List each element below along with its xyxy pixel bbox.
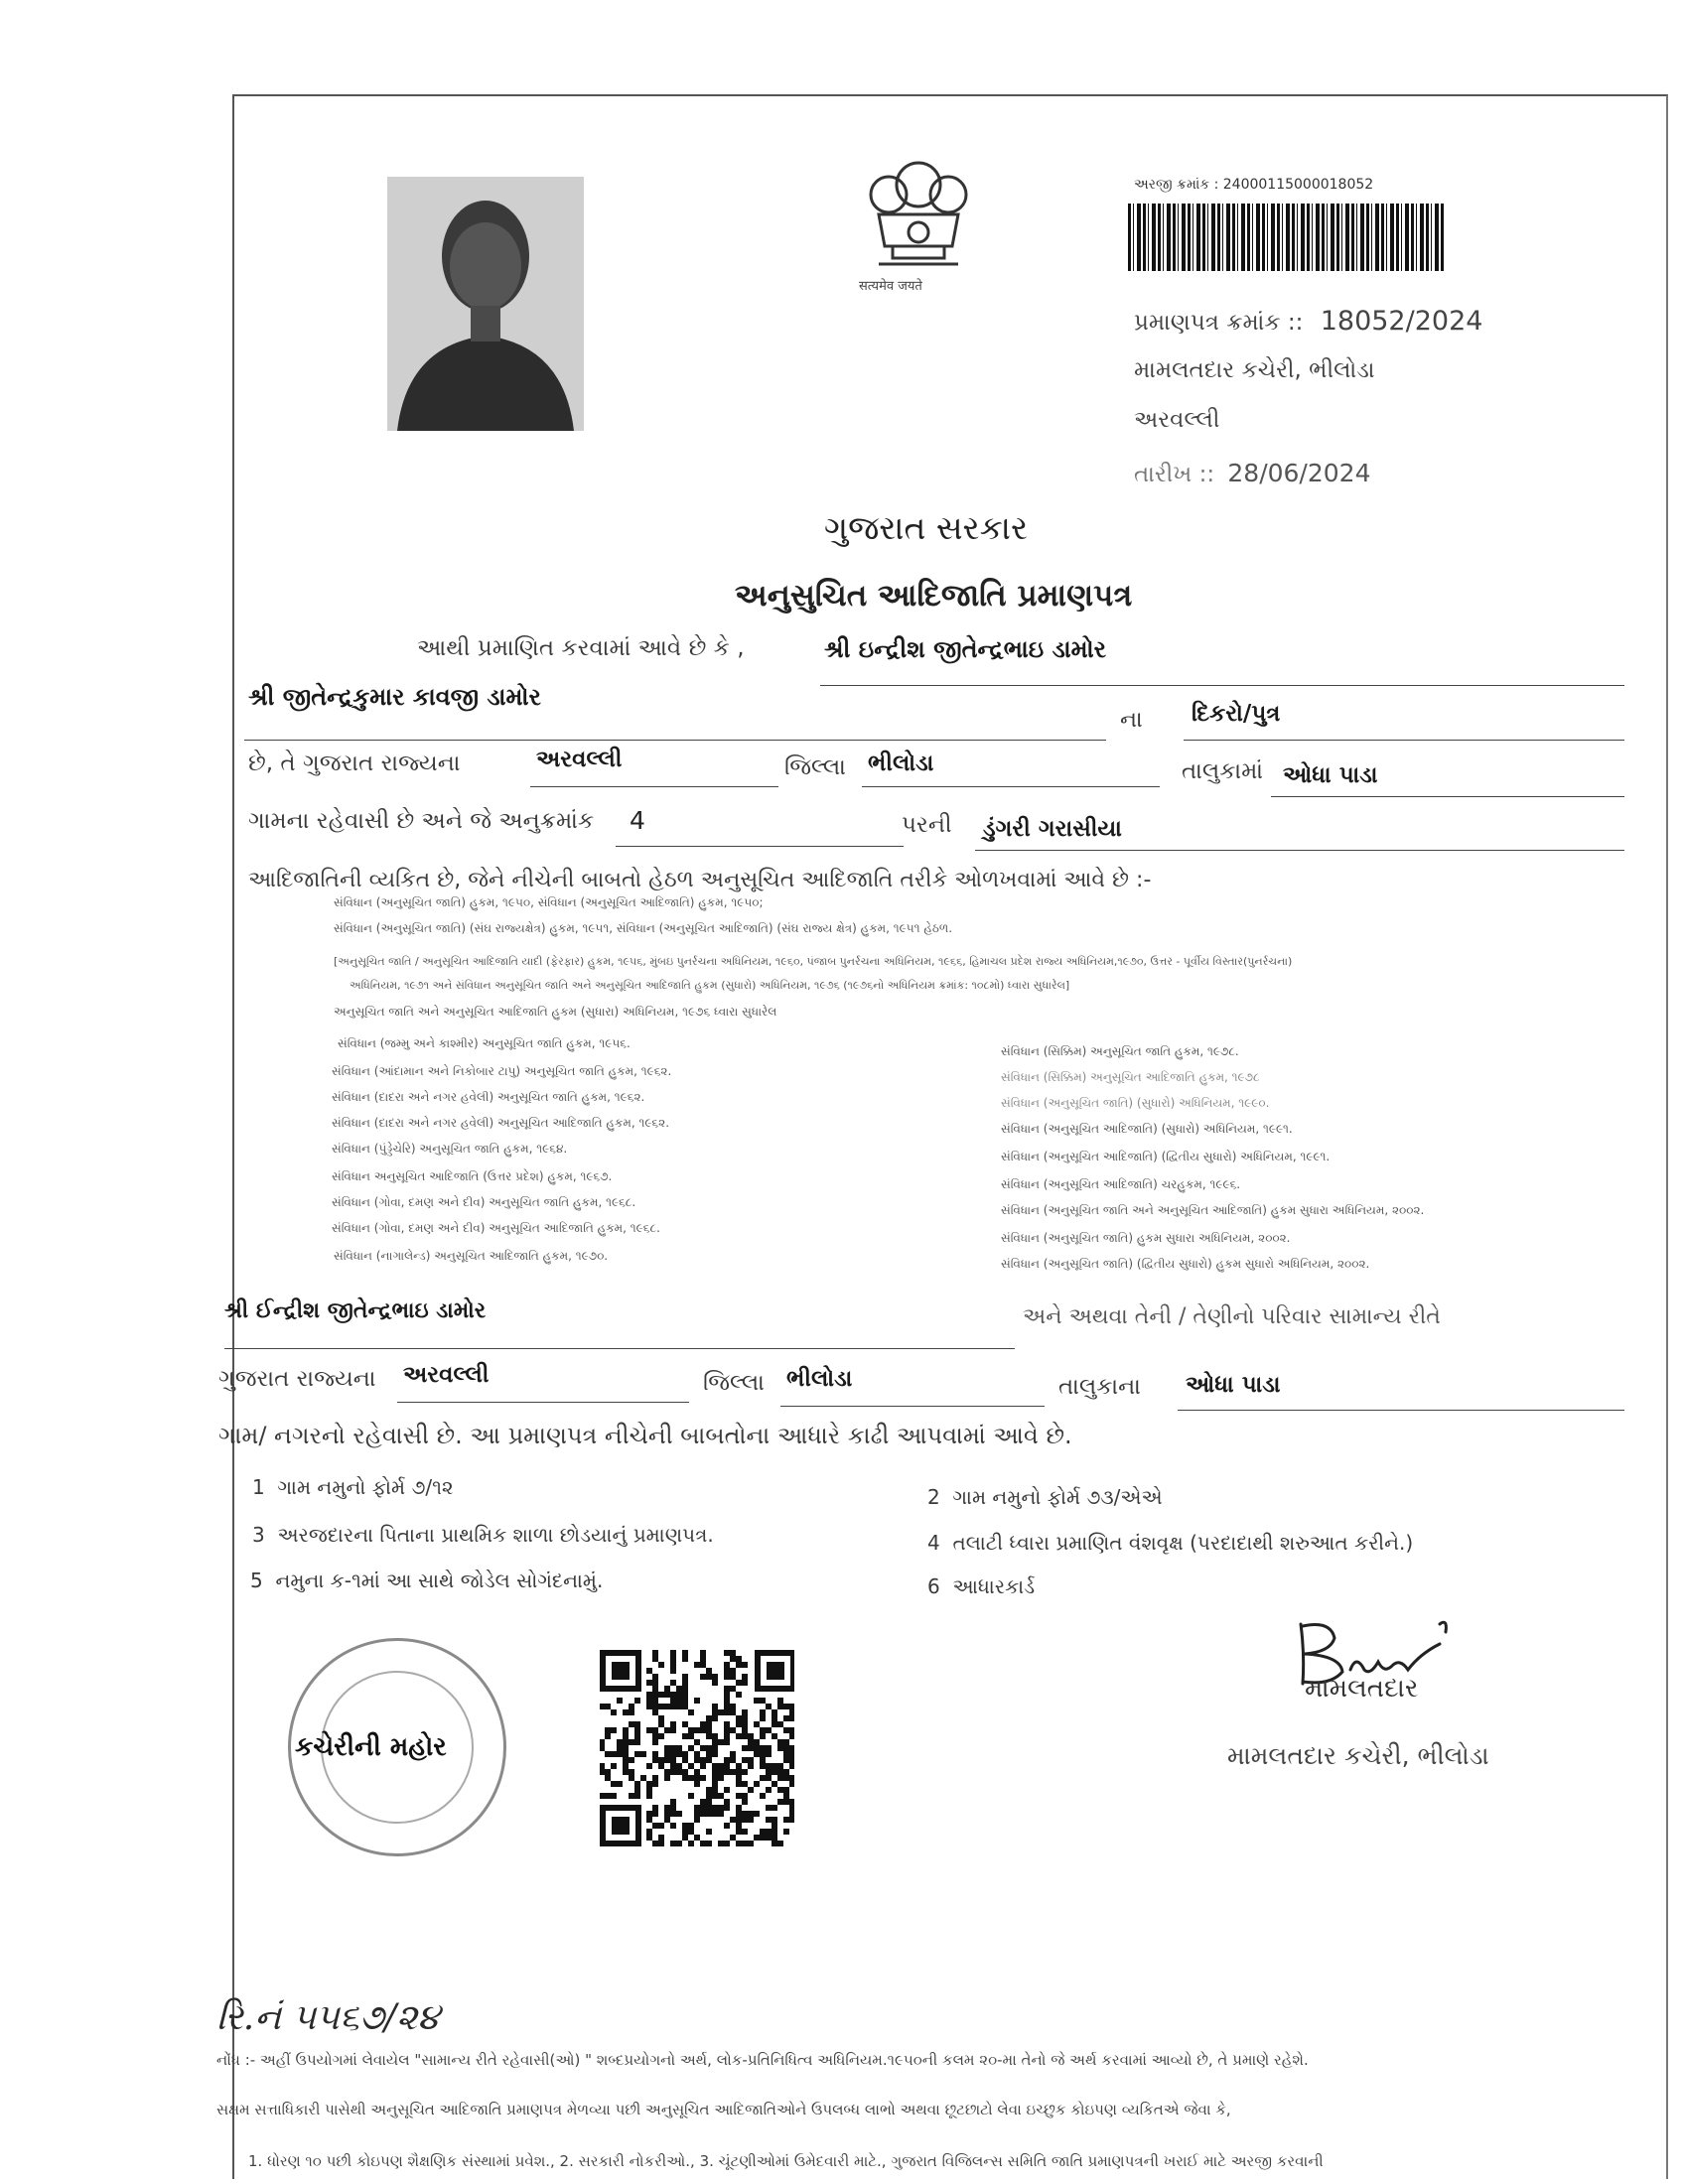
residence-district-label: જિલ્લા	[703, 1370, 765, 1396]
order-left: સંવિધાન (ગોવા, દમણ અને દીવ) અનુસૂચિત જાતિ હુકમ, ૧૯૬૮.	[332, 1195, 636, 1209]
issue-text: ગામ/ નગરનો રહેવાસી છે. આ પ્રમાણપત્ર નીચેની બાબતોના આધારે કાઢી આપવામાં આવે છે.	[218, 1422, 1072, 1449]
serial-underline	[616, 846, 904, 847]
qr-code	[600, 1650, 794, 1848]
order-right: સંવિધાન (અનુસૂચિત આદિજાતિ) (સુધારો) અધિનિયમ, ૧૯૯૧.	[1001, 1122, 1293, 1136]
footer-line: સક્ષમ સત્તાધિકારી પાસેથી અનુસૂચિત આદિજાતિ પ્રમાણપત્ર મેળવ્યા પછી અનુસૂચિત આદિજાતિઓને ઉપલબ્ધ લાભો અથવા છૂટછાટો લેવા ઇચ્છુક કોઇપણ વ્યકિતએ જેવા કે,	[216, 2101, 1231, 2118]
applicant-name: શ્રી ઇન્દ્રીશ જીતેન્દ્રભાઇ ડામોર	[824, 635, 1107, 663]
order-left: સંવિધાન (ગોવા, દમણ અને દીવ) અનુસૂચિત આદિજાતિ હુકમ, ૧૯૬૮.	[332, 1221, 660, 1235]
order-right: સંવિધાન (અનુસૂચિત જાતિ અને અનુસૂચિત આદિજાતિ) હુકમ સુધારા અધિનિયમ, ૨૦૦૨.	[1001, 1203, 1425, 1217]
residence-name: શ્રી ઈન્દ્રીશ જીતેન્દ્રભાઇ ડામોર	[224, 1298, 487, 1323]
date-value: 28/06/2024	[1227, 459, 1371, 487]
header-district: અરવલ્લી	[1134, 407, 1220, 433]
order-right: સંવિધાન (સિક્કિમ) અનુસૂચિત આદિજાતિ હુકમ, ૧૯૭૮	[1001, 1070, 1260, 1084]
residence-village-underline	[1178, 1410, 1624, 1411]
document-item: 6 આધારકાર્ડ	[927, 1574, 1036, 1598]
residence-district: અરવલ્લી	[403, 1362, 490, 1388]
taluka-label: તાલુકામાં	[1182, 758, 1264, 784]
date-label: તારીખ ::	[1134, 462, 1215, 487]
footer-note: નોંધ :- અહીં ઉપયોગમાં લેવાયેલ "સામાન્ય રીતે રહેવાસી(ઓ) " શબ્દપ્રયોગનો અર્થ, લોક-પ્રતિનિધિત્વ અધિનિયમ.૧૯૫૦ની કલમ ૨૦-મા તેનો જે અર્થ કરવામાં આવ્યો છે, તે પ્રમાણે રહેશે.	[216, 2051, 1309, 2069]
residence-taluka: ભીલોડા	[786, 1366, 853, 1392]
certificate-title: અનુસુચિત આદિજાતિ પ્રમાણપત્ર	[735, 578, 1133, 614]
residence-village: ઓધા પાડા	[1186, 1372, 1281, 1398]
state-prefix: છે, તે ગુજરાત રાજ્યના	[248, 751, 461, 776]
tribe-name: ડુંગરી ગરાસીયા	[983, 816, 1122, 842]
application-number-value: 24000115000018052	[1222, 177, 1374, 193]
order-left: સંવિધાન (આંદામાન અને નિકોબાર ટાપુ) અનુસૂચિત જાતિ હુકમ, ૧૯૬૨.	[332, 1064, 672, 1078]
relation-underline	[1184, 740, 1624, 741]
body-taluka: ભીલોડા	[868, 751, 934, 776]
residence-district-underline	[397, 1402, 689, 1403]
barcode	[1128, 204, 1444, 271]
order-right: સંવિધાન (અનુસૂચિત જાતિ) (સુધારો) અધિનિયમ, ૧૯૯૦.	[1001, 1096, 1270, 1110]
order-right: સંવિધાન (અનુસૂચિત આદિજાતિ) ચરહુકમ, ૧૯૯૬.	[1001, 1177, 1241, 1191]
footer-line: 1. ધોરણ ૧૦ પછી કોઇપણ શૈક્ષણિક સંસ્થામાં પ્રવેશ., 2. સરકારી નોકરીઓ., 3. ચૂંટણીઓમાં ઉમેદવારી માટે., ગુજરાત વિજિલન્સ સમિતિ જાતિ પ્રમાણપત્રની ખરાઈ માટે અરજી કરવાની	[248, 2152, 1324, 2170]
document-item: 3 અરજદારના પિતાના પ્રાથમિક શાળા છોડયાનું પ્રમાણપત્ર.	[252, 1523, 714, 1547]
order-left: સંવિધાન અનુસૂચિત આદિજાતિ (ઉત્તર પ્રદેશ) હુકમ, ૧૯૬૭.	[332, 1169, 613, 1183]
order-line: અધિનિયમ, ૧૯૭૧ અને સંવિધાન અનુસૂચિત જાતિ અને અનુસૂચિત આદિજાતિ હુકમ (સુધારો) અધિનિયમ, ૧૯૭૬ (૧૯૭૬નો અધિનિયમ ક્રમાંક: ૧૦૮મો) ધ્વારા સુધારેલ]	[350, 979, 1070, 992]
village-underline	[1271, 796, 1624, 797]
signature-title: મામલતદાર	[1305, 1674, 1419, 1704]
document-item: 4 તલાટી ધ્વારા પ્રમાણિત વંશવૃક્ષ (પરદાદાથી શરુઆત કરીને.)	[927, 1531, 1414, 1555]
recognized-text: આદિજાતિની વ્યકિત છે, જેને નીચેની બાબતો હેઠળ અનુસૂચિત આદિજાતિ તરીકે ઓળખવામાં આવે છે :-	[248, 868, 1152, 892]
residence-taluka-underline	[780, 1406, 1045, 1407]
on-label: પરની	[902, 812, 952, 838]
application-number	[1134, 177, 1373, 193]
residence-name-underline	[224, 1348, 1015, 1349]
father-name: શ્રી જીતેન્દ્રકુમાર કાવજી ડામોર	[248, 683, 541, 711]
applicant-name-underline	[820, 685, 1624, 686]
serial-number: 4	[630, 806, 645, 835]
of-label: ના	[1120, 707, 1143, 733]
order-left: સંવિધાન (જમ્મુ અને કાશ્મીર) અનુસૂચિત જાતિ હુકમ, ૧૯૫૬.	[338, 1036, 631, 1050]
order-line: સંવિધાન (અનુસૂચિત જાતિ) (સંઘ રાજ્યક્ષેત્ર) હુકમ, ૧૯૫૧, સંવિધાન (અનુસૂચિત આદિજાતિ) (સંઘ રાજ્ય ક્ષેત્ર) હુકમ, ૧૯૫૧ હેઠળ.	[334, 921, 953, 935]
body-village: ઓધા પાડા	[1283, 762, 1378, 788]
taluka-underline	[862, 786, 1160, 787]
handwritten-reference: રિ.નં ૫૫૬૭/૨૪	[216, 1997, 440, 2038]
header-office: મામલતદાર કચેરી, ભીલોડા	[1134, 357, 1375, 383]
body-district: અરવલ્લી	[536, 747, 623, 772]
residence-taluka-label: તાલુકાના	[1058, 1374, 1141, 1400]
order-left: સંવિધાન (દાદરા અને નગર હવેલી) અનુસૂચિત જાતિ હુકમ, ૧૯૬૨.	[332, 1090, 645, 1104]
certificate-number-label: પ્રમાણપત્ર ક્રમાંક ::	[1134, 310, 1304, 336]
signature-office: મામલતદાર કચેરી, ભીલોડા	[1227, 1741, 1489, 1770]
order-right: સંવિધાન (અનુસૂચિત જાતિ) હુકમ સુધારા અધિનિયમ, ૨૦૦૨.	[1001, 1231, 1291, 1245]
national-emblem	[849, 147, 988, 306]
relation: દિકરો/પુત્ર	[1192, 701, 1281, 727]
certify-text: આથી પ્રમાણિત કરવામાં આવે છે કે ,	[417, 635, 745, 661]
order-right: સંવિધાન (અનુસૂચિત આદિજાતિ) (દ્વિતીય સુધારો) અધિનિયમ, ૧૯૯૧.	[1001, 1150, 1331, 1163]
order-line: [અનુસૂચિત જાતિ / અનુસૂચિત આદિજાતિ યાદી (ફેરફાર) હુકમ, ૧૯૫૬, મુંબઇ પુનર્રચના અધિનિયમ, ૧૯૬૦, પંજાબ પુનર્રચના અધિનિયમ, ૧૯૬૬, હિમાચલ પ્રદેશ રાજ્ય અધિનિયમ,૧૯૭૦, ઉત્તર - પૂર્વીય વિસ્તાર(પુનર્રચના)	[334, 955, 1293, 968]
certificate-date	[1134, 459, 1370, 487]
emblem-motto: सत्यमेव जयते	[859, 279, 922, 294]
order-left: સંવિધાન (પુંડ્ડેચેરિ) અનુસૂચિત જાતિ હુકમ, ૧૯૬૪.	[332, 1142, 568, 1156]
family-text: અને અથવા તેની / તેણીનો પરિવાર સામાન્ય રીતે	[1023, 1304, 1441, 1329]
government-title: ગુજરાત સરકાર	[824, 508, 1029, 547]
document-item: 5 નમુના ક-૧માં આ સાથે જોડેલ સોગંદનામું.	[250, 1569, 604, 1592]
office-seal	[288, 1638, 506, 1856]
residence-state-prefix: ગુજરાત રાજ્યના	[218, 1366, 376, 1392]
district-underline	[530, 786, 778, 787]
resident-text: ગામના રહેવાસી છે અને જે અનુક્રમાંક	[248, 808, 595, 834]
order-right: સંવિધાન (સિક્કિમ) અનુસૂચિત જાતિ હુકમ, ૧૯૭૮.	[1001, 1044, 1239, 1058]
certificate-number	[1134, 306, 1482, 337]
tribe-underline	[975, 850, 1624, 851]
order-line: સંવિધાન (અનુસૂચિત જાતિ) હુકમ, ૧૯૫૦, સંવિધાન (અનુસૂચિત આદિજાતિ) હુકમ, ૧૯૫૦;	[334, 895, 764, 909]
seal-label: કચેરીની મહોર	[295, 1732, 447, 1762]
document-item: 2 ગામ નમુનો ફોર્મ ૭૩/એએ	[927, 1485, 1163, 1509]
order-right: સંવિધાન (અનુસૂચિત જાતિ) (દ્વિતીય સુધારો) હુકમ સુધારો અધિનિયમ, ૨૦૦૨.	[1001, 1257, 1370, 1271]
application-number-label: અરજી ક્રમાંક :	[1134, 177, 1219, 193]
applicant-photo	[387, 177, 584, 431]
certificate-number-value: 18052/2024	[1320, 306, 1483, 337]
father-name-underline	[244, 740, 1106, 741]
order-line: અનુસૂચિત જાતિ અને અનુસૂચિત આદિજાતિ હુકમ (સુધારા) અધિનિયમ, ૧૯૭૬ ધ્વારા સુધારેલ	[334, 1005, 777, 1019]
document-item: 1 ગામ નમુનો ફોર્મ ૭/૧૨	[252, 1475, 454, 1499]
district-label: જિલ્લા	[784, 754, 846, 780]
order-left: સંવિધાન (દાદરા અને નગર હવેલી) અનુસૂચિત આદિજાતિ હુકમ, ૧૯૬૨.	[332, 1116, 670, 1130]
order-left: સંવિધાન (નાગાલેન્ડ) અનુસૂચિત આદિજાતિ હુકમ, ૧૯૭૦.	[334, 1249, 609, 1263]
